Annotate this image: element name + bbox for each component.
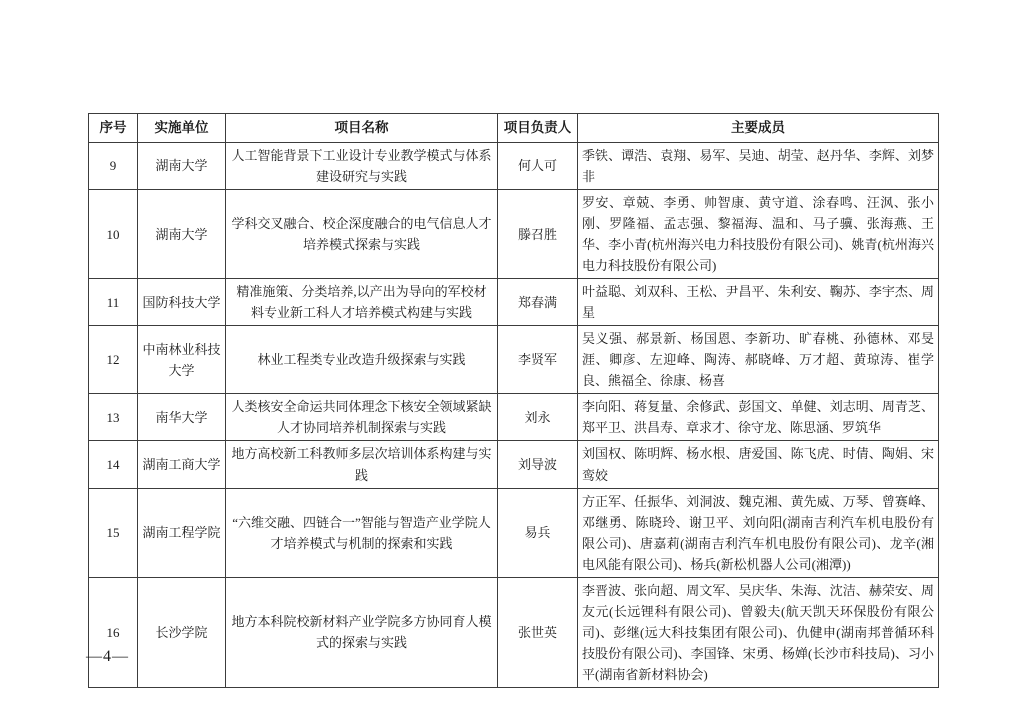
table-row: [89, 279, 939, 326]
project-cell: 地方本科院校新材料产业学院多方协同育人模式的探索与实践: [226, 577, 498, 687]
seq-cell: 13: [89, 394, 138, 441]
project-cell: 精准施策、分类培养,以产出为导向的军校材料专业新工科人才培养模式构建与实践: [226, 279, 498, 326]
table-row: [89, 189, 939, 278]
leader-cell: 刘永: [498, 394, 578, 441]
table-header-row: [89, 114, 939, 143]
project-cell: 林业工程类专业改造升级探索与实践: [226, 326, 498, 394]
table-row: [89, 441, 939, 488]
unit-cell: 湖南大学: [138, 142, 226, 189]
unit-cell: 湖南工商大学: [138, 441, 226, 488]
header-unit: 实施单位: [138, 114, 226, 143]
header-leader: 项目负责人: [498, 114, 578, 143]
unit-cell: 湖南工程学院: [138, 488, 226, 577]
table-row: [89, 326, 939, 394]
header-members: 主要成员: [578, 114, 939, 143]
table-row: [89, 488, 939, 577]
members-cell: 刘国权、陈明辉、杨水根、唐爱国、陈飞虎、时倩、陶娟、宋鸾姣: [578, 441, 939, 488]
members-cell: 叶益聪、刘双科、王松、尹昌平、朱利安、鞠苏、李宇杰、周星: [578, 279, 939, 326]
table-row: [89, 142, 939, 189]
project-cell: 学科交叉融合、校企深度融合的电气信息人才培养模式探索与实践: [226, 189, 498, 278]
members-cell: 吴义强、郝景新、杨国恩、李新功、旷春桃、孙德林、邓旻涯、卿彦、左迎峰、陶涛、郝晓峰、万才超、黄琼涛、崔学良、熊福全、徐康、杨喜: [578, 326, 939, 394]
unit-cell: 湖南大学: [138, 189, 226, 278]
members-cell: 李向阳、蒋复量、余修武、彭国文、单健、刘志明、周青芝、郑平卫、洪昌寿、章求才、徐守龙、陈思涵、罗筑华: [578, 394, 939, 441]
leader-cell: 刘导波: [498, 441, 578, 488]
project-cell: 地方高校新工科教师多层次培训体系构建与实践: [226, 441, 498, 488]
header-project: 项目名称: [226, 114, 498, 143]
seq-cell: 16: [89, 577, 138, 687]
seq-cell: 14: [89, 441, 138, 488]
unit-cell: 南华大学: [138, 394, 226, 441]
leader-cell: 滕召胜: [498, 189, 578, 278]
seq-cell: 11: [89, 279, 138, 326]
table-row: [89, 394, 939, 441]
table-row: [89, 577, 939, 687]
members-cell: 季铁、谭浩、袁翔、易军、吴迪、胡莹、赵丹华、李辉、刘梦非: [578, 142, 939, 189]
leader-cell: 易兵: [498, 488, 578, 577]
leader-cell: 李贤军: [498, 326, 578, 394]
seq-cell: 9: [89, 142, 138, 189]
seq-cell: 12: [89, 326, 138, 394]
unit-cell: 中南林业科技大学: [138, 326, 226, 394]
project-cell: “六维交融、四链合一”智能与智造产业学院人才培养模式与机制的探索和实践: [226, 488, 498, 577]
project-cell: 人类核安全命运共同体理念下核安全领域紧缺人才协同培养机制探索与实践: [226, 394, 498, 441]
unit-cell: 国防科技大学: [138, 279, 226, 326]
project-cell: 人工智能背景下工业设计专业教学模式与体系建设研究与实践: [226, 142, 498, 189]
leader-cell: 郑春满: [498, 279, 578, 326]
page-number: —4—: [86, 648, 129, 665]
header-seq: 序号: [89, 114, 138, 143]
seq-cell: 10: [89, 189, 138, 278]
members-cell: 方正军、任振华、刘洞波、魏克湘、黄先威、万琴、曾赛峰、邓继勇、陈晓玲、谢卫平、刘向阳(湖南吉利汽车机电股份有限公司)、唐嘉莉(湖南吉利汽车机电股份有限公司)、龙辛(湘电风能有限公司)、杨兵(新松机器人公司(湘潭)): [578, 488, 939, 577]
unit-cell: 长沙学院: [138, 577, 226, 687]
members-cell: 李晋波、张向超、周文军、吴庆华、朱海、沈洁、赫荣安、周友元(长远锂科有限公司)、曾毅夫(航天凯天环保股份有限公司)、彭继(远大科技集团有限公司)、仇健申(湖南邦普循环科技股份有限公司)、李国锋、宋勇、杨婵(长沙市科技局)、习小平(湖南省新材料协会): [578, 577, 939, 687]
project-members-table: [88, 113, 939, 688]
leader-cell: 何人可: [498, 142, 578, 189]
seq-cell: 15: [89, 488, 138, 577]
members-cell: 罗安、章兢、李勇、帅智康、黄守道、涂春鸣、汪沨、张小刚、罗隆福、孟志强、黎福海、温和、马子骥、张海燕、王华、李小青(杭州海兴电力科技股份有限公司)、姚青(杭州海兴电力科技股份有限公司): [578, 189, 939, 278]
leader-cell: 张世英: [498, 577, 578, 687]
